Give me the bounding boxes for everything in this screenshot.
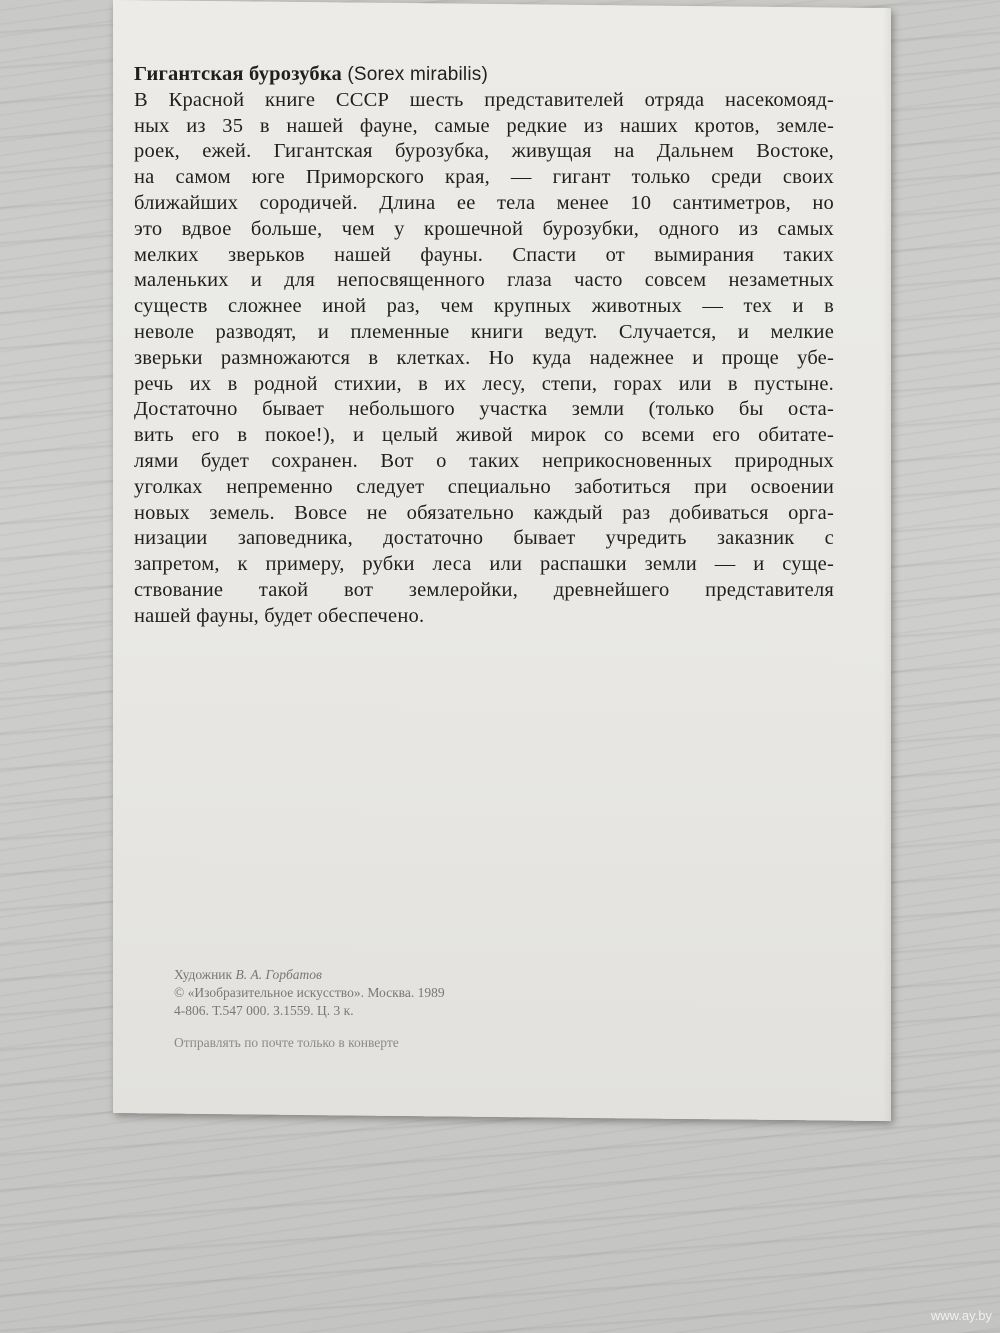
text-line: это вдвое больше, чем у крошечной бурозубки, одного из самых [134,217,834,240]
text-line: неволе разводят, и племенные книги ведут. Случается, и мелкие [134,320,834,343]
text-line: мелких зверьков нашей фауны. Спасти от вымирания таких [134,243,834,266]
text-line: на самом юге Приморского края, — гигант только среди своих [134,166,834,189]
text-line: зверьки размножаются в клетках. Но куда надежнее и проще убе- [134,346,834,369]
text-line: ствование такой вот землеройки, древнейшего представителя [134,578,834,601]
text-line: речь их в родной стихии, в их лесу, степи, горах или в пустыне. [134,372,834,395]
text-line: роек, ежей. Гигантская бурозубка, живущая на Дальнем Востоке, [134,140,834,163]
publisher-line: © «Изобразительное искусство». Москва. 1989 [174,985,445,1000]
species-latin-name: (Sorex mirabilis) [347,64,488,85]
text-line: существ сложнее иной раз, чем крупных животных — тех и в [134,295,834,318]
publisher-imprint [174,966,445,1052]
artist-name: В. А. Горбатов [235,967,322,982]
text-line: лями будет сохранен. Вот о таких неприкосновенных природных [134,449,834,472]
species-heading [134,62,834,88]
artist-credit [174,966,445,984]
text-line: уголках непременно следует специально заботиться при освоении [134,475,834,498]
text-line: ных из 35 в нашей фауне, самые редкие из наших кротов, земле- [134,114,834,137]
text-line: В Красной книге СССР шесть представителей отряда насекомояд- [134,88,834,111]
text-line: ближайших сородичей. Длина ее тела менее 10 сантиметров, но [134,191,834,214]
text-line: вить его в покое!), и целый живой мирок со всеми его обитате- [134,424,834,447]
print-codes: 4-806. Т.547 000. З.1559. Ц. 3 к. [174,1003,354,1018]
text-line: нашей фауны, будет обеспечено. [134,604,425,627]
text-line: новых земель. Вовсе не обязательно каждый раз добиваться орга- [134,501,834,524]
text-line: маленьких и для непосвященного глаза часто совсем незаметных [134,269,834,292]
species-name: Гигантская бурозубка [134,63,342,85]
text-line: низации заповедника, достаточно бывает учредить заказник с [134,527,834,550]
artist-label: Художник [174,967,233,982]
card-description [134,62,834,630]
text-line: запретом, к примеру, рубки леса или распашки земли — и суще- [134,553,834,576]
mail-instruction: Отправлять по почте только в конверте [174,1035,399,1050]
site-watermark: www.ay.by [930,1308,992,1323]
text-line: Достаточно бывает небольшого участка земли (только бы оста- [134,398,834,421]
